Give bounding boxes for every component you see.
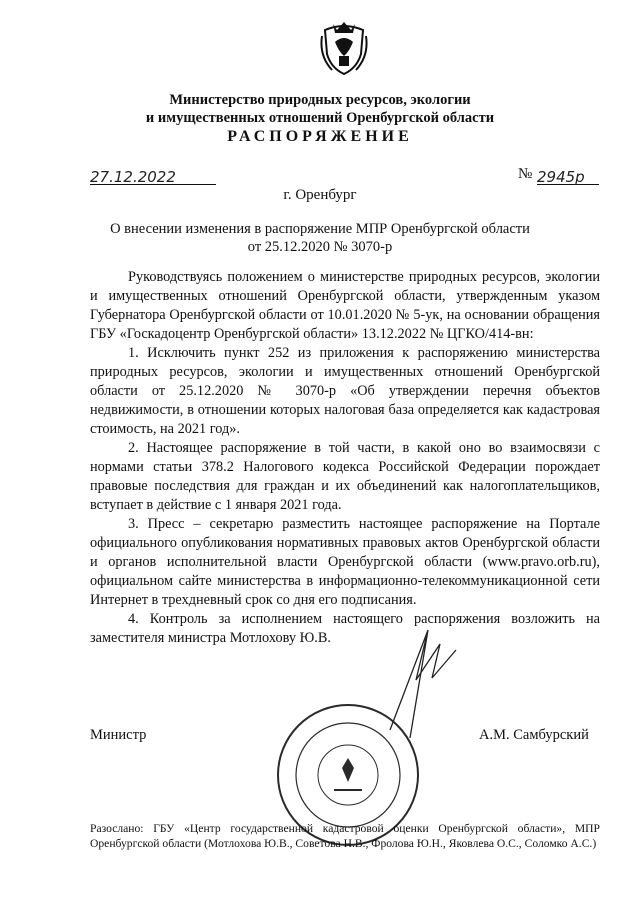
number-handwritten: 2945р: [537, 168, 585, 186]
city: г. Оренбург: [283, 187, 357, 203]
date-field: [90, 168, 216, 185]
document-type-title: РАСПОРЯЖЕНИЕ: [227, 128, 413, 145]
date-handwritten: 27.12.2022: [90, 168, 176, 186]
ministry-name-line1: Министерство природных ресурсов, экологии: [169, 92, 471, 108]
signatory-name: А.М. Самбурский: [479, 727, 589, 743]
item-2-paragraph: 2. Настоящее распоряжение в той части, в какой оно во взаимосвязи с нормами статьи 378.2 Налогового кодекса Российской Федерации порождает правовые последствия для граждан и их объединений как налогоплательщиков, вступает в действие с 1 января 2021 года.: [90, 440, 600, 513]
item-3-paragraph: 3. Пресс – секретарю разместить настоящее распоряжение на Портале официального опубликования нормативных правовых актов Оренбургской области и органов исполнительной власти Оренбургской области (www.pravo.orb.ru), официальном сайте министерства в информационно-телекоммуникационной сети Интернет в трехдневный срок со дня его подписания.: [90, 516, 600, 608]
subject-line1: О внесении изменения в распоряжение МПР Оренбургской области: [110, 221, 530, 237]
distribution-list: Разослано: ГБУ «Центр государственной кадастровой оценки Оренбургской области», МПР Оренбургской области (Мотлохова Ю.В., Советова Н.В., Фролова Ю.Н., Яковлева О.С., Соломко А.С.): [90, 822, 600, 850]
document-body: [90, 268, 600, 648]
ministry-name-line2: и имущественных отношений Оренбургской области: [145, 110, 495, 126]
number-field: [537, 168, 599, 185]
preamble-paragraph: Руководствуясь положением о министерстве природных ресурсов, экологии и имущественных отношений Оренбургской области, утвержденным указом Губернатора Оренбургской области от 10.01.2020 № 5-ук, на основании обращения ГБУ «Госкадоцентр Оренбургской области» 13.12.2022 № ЦГКО/414-вн:: [90, 269, 600, 342]
item-1-paragraph: 1. Исключить пункт 252 из приложения к распоряжению министерства природных ресурсов, экологии и имущественных отношений Оренбургской области от 25.12.2020 № 3070-р «Об утверждении перечня объектов недвижимости, в отношении которых налоговая база определяется как кадастровая стоимость, на 2021 год».: [90, 345, 600, 437]
subject-line2: от 25.12.2020 № 3070-р: [247, 239, 393, 255]
coat-of-arms-icon: [319, 20, 369, 76]
item-4-paragraph: 4. Контроль за исполнением настоящего распоряжения возложить на заместителя министра Мотлохову Ю.В.: [90, 611, 600, 646]
signatory-role: Министр: [90, 727, 147, 743]
number-label: №: [518, 166, 533, 182]
